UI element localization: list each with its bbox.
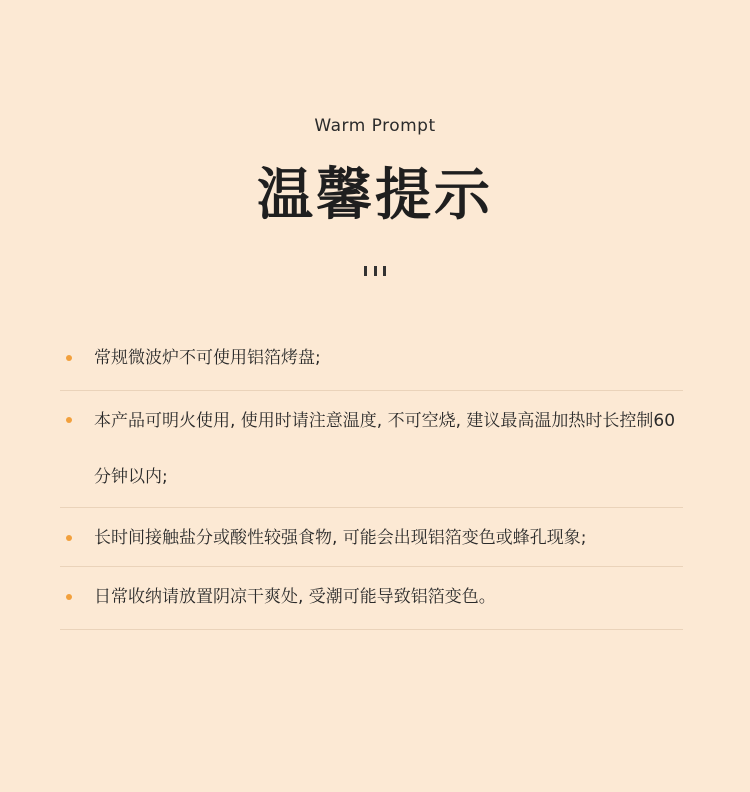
- subtitle: Warm Prompt: [314, 116, 436, 136]
- tip-text: 日常收纳请放置阴凉干爽处, 受潮可能导致铝箔变色。: [94, 587, 496, 607]
- bullet-dot-icon: [66, 355, 72, 361]
- bullet-dot-icon: [66, 535, 72, 541]
- tip-item: [60, 391, 683, 508]
- decorative-tick-marks: [364, 266, 386, 278]
- tip-text: 长时间接触盐分或酸性较强食物, 可能会出现铝箔变色或蜂孔现象;: [94, 528, 587, 548]
- tip-item: [60, 567, 683, 630]
- bullet-dot-icon: [66, 417, 72, 423]
- tip-text: 常规微波炉不可使用铝箔烤盘;: [94, 348, 321, 368]
- tip-text: 本产品可明火使用, 使用时请注意温度, 不可空烧, 建议最高温加热时长控制60分钟以内;: [94, 411, 676, 487]
- page-title: 温馨提示: [257, 163, 493, 228]
- bullet-dot-icon: [66, 594, 72, 600]
- tip-item: [60, 328, 683, 391]
- tips-list: [60, 328, 683, 630]
- tip-item: [60, 508, 683, 567]
